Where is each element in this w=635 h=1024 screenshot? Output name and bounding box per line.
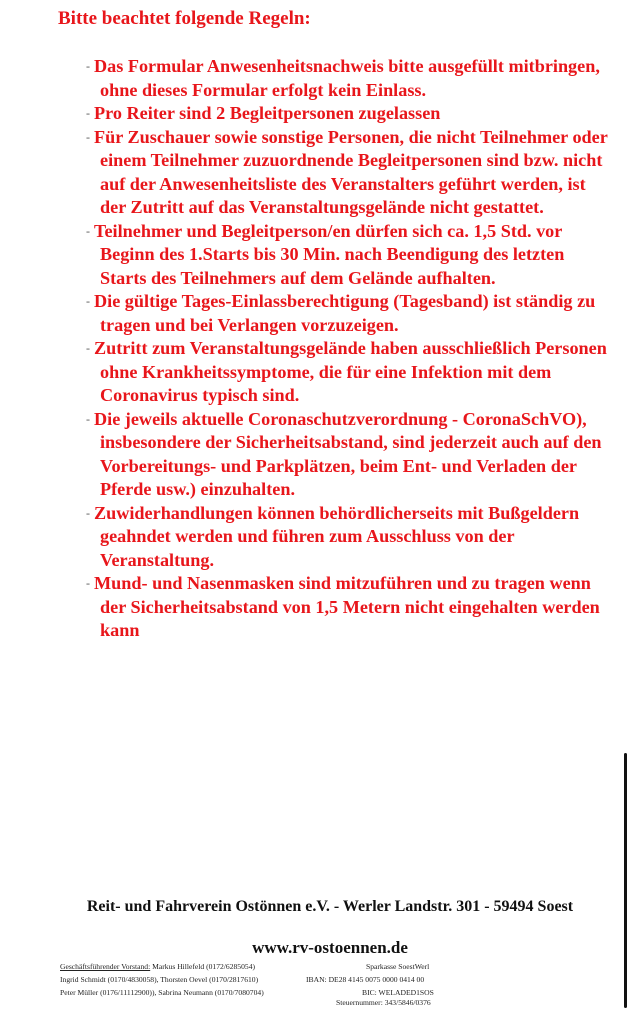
bullet-dash: -: [86, 106, 90, 120]
club-website[interactable]: www.rv-ostoennen.de: [252, 938, 408, 957]
rule-text: Das Formular Anwesenheitsnachweis bitte ausgefüllt mitbringen, ohne dieses Formular erfolgt kein Einlass.: [94, 56, 600, 100]
board-line-1: [60, 962, 255, 972]
rules-heading: Bitte beachtet folgende Regeln:: [58, 8, 311, 29]
bullet-dash: -: [86, 223, 90, 238]
bullet-dash: -: [86, 129, 90, 144]
club-address: Reit- und Fahrverein Ostönnen e.V. - Werler Landstr. 301 - 59494 Soest: [86, 898, 574, 915]
rule-item: [78, 337, 608, 408]
rule-item: [78, 55, 608, 102]
rule-item: [78, 572, 608, 643]
bullet-dash: -: [86, 505, 90, 520]
rule-text: Pro Reiter sind 2 Begleitpersonen zugelassen: [94, 103, 441, 123]
rule-item: [78, 220, 608, 291]
bullet-dash: -: [86, 59, 90, 73]
bank-name: Sparkasse SoestWerl: [366, 962, 430, 971]
rule-item: [78, 102, 608, 126]
rule-item: [78, 126, 608, 220]
rule-item: [78, 502, 608, 573]
rule-text: Die jeweils aktuelle Coronaschutzverordnung - CoronaSchVO), insbesondere der Sicherheitsabstand, sind jederzeit auch auf den Vorbereitungs- und Parkplätzen, beim Ent- und Verladen der Pferde usw.) einzuhalten.: [94, 408, 602, 499]
bank-iban: IBAN: DE28 4145 0075 0000 0414 00: [306, 975, 425, 984]
rules-list: [78, 55, 608, 643]
bullet-dash: -: [86, 411, 90, 426]
bullet-dash: -: [86, 576, 90, 590]
bullet-dash: -: [86, 341, 90, 355]
rule-text: Mund- und Nasenmasken sind mitzuführen und zu tragen wenn der Sicherheitsabstand von 1,5 Metern nicht eingehalten werden kann: [94, 573, 600, 640]
board-line-3: Peter Müller (0176/11112900)), Sabrina Neumann (0170/7080704): [60, 988, 264, 997]
rule-item: [78, 290, 608, 337]
bullet-dash: -: [86, 294, 90, 308]
rule-item: [78, 408, 608, 502]
board-member: Markus Hillefeld (0172/6285054): [152, 962, 256, 971]
tax-number: Steuernummer: 343/5846/0376: [336, 998, 431, 1007]
rule-text: Teilnehmer und Begleitperson/en dürfen sich ca. 1,5 Std. vor Beginn des 1.Starts bis 30 Min. nach Beendigung des letzten Starts des Teilnehmers auf dem Gelände aufhalten.: [94, 220, 565, 288]
rule-text: Zuwiderhandlungen können behördlicherseits mit Bußgeldern geahndet werden und führen zum Ausschluss von der Veranstaltung.: [94, 502, 580, 570]
rule-text: Die gültige Tages-Einlassberechtigung (Tagesband) ist ständig zu tragen und bei Verlangen vorzuzeigen.: [94, 291, 596, 335]
board-line-2: Ingrid Schmidt (0170/4830058), Thorsten Oevel (0170/2817610): [60, 975, 259, 984]
board-label: Geschäftsführender Vorstand:: [60, 962, 151, 971]
rule-text: Für Zuschauer sowie sonstige Personen, die nicht Teilnehmer oder einem Teilnehmer zuzuordnende Begleitpersonen sind bzw. nicht auf der Anwesenheitsliste des Veranstalters geführt werden, ist der Zutritt auf das Veranstaltungsgelände nicht gestattet.: [94, 126, 608, 217]
bank-bic: BIC: WELADED1SOS: [362, 988, 434, 997]
rule-text: Zutritt zum Veranstaltungsgelände haben ausschließlich Personen ohne Krankheitssymptome, die für eine Infektion mit dem Coronavirus typisch sind.: [94, 338, 607, 405]
scrollbar[interactable]: [624, 753, 627, 1008]
